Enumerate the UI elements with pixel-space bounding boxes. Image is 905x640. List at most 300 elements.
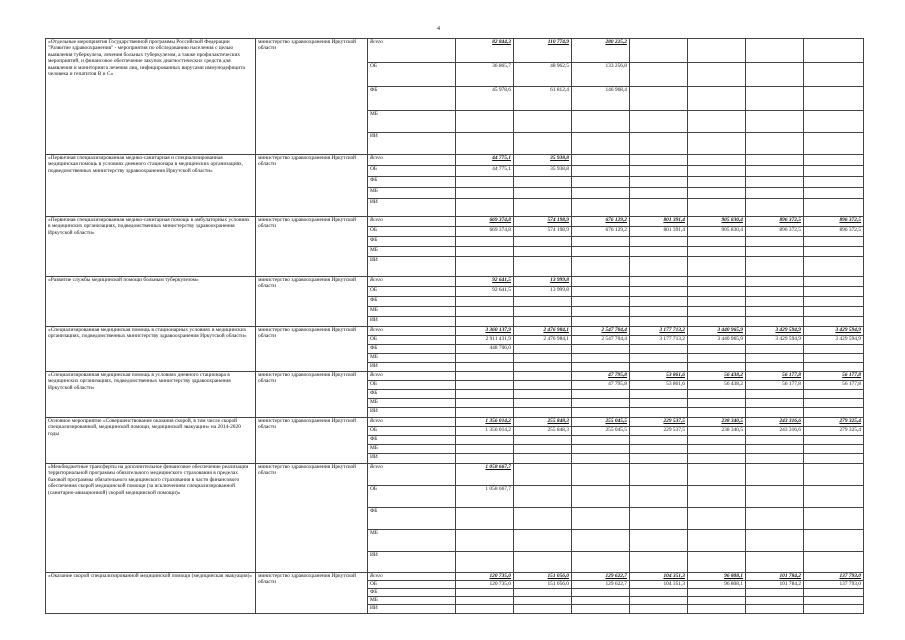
amount-cell xyxy=(688,87,746,111)
amount-cell xyxy=(688,199,746,217)
amount-cell xyxy=(688,363,746,372)
amount-cell xyxy=(630,408,688,418)
amount-cell xyxy=(630,317,688,327)
amount-cell: 1 356 014,2 xyxy=(456,427,514,436)
amount-cell xyxy=(572,552,630,573)
amount-cell xyxy=(688,390,746,399)
amount-cell xyxy=(804,408,864,418)
amount-cell xyxy=(572,287,630,297)
amount-cell xyxy=(630,111,688,133)
amount-cell xyxy=(630,530,688,552)
table-row xyxy=(46,573,864,581)
amount-cell: 896 372,5 xyxy=(804,227,864,237)
amount-cell: 1 058 667,7 xyxy=(456,464,514,486)
amount-cell xyxy=(630,464,688,486)
amount-cell xyxy=(804,307,864,317)
amount-cell xyxy=(804,63,864,87)
amount-cell xyxy=(746,317,804,327)
amount-cell xyxy=(746,390,804,399)
amount-cell xyxy=(630,237,688,247)
responsible-executor: министерство здравоохранения Иркутской области xyxy=(256,372,368,418)
amount-cell xyxy=(746,111,804,133)
funding-source: Всего xyxy=(368,418,456,427)
amount-cell xyxy=(456,445,514,454)
budget-table xyxy=(45,38,864,614)
amount-cell: 120 735,0 xyxy=(456,573,514,581)
funding-source: ИИ xyxy=(368,454,456,464)
amount-cell xyxy=(456,237,514,247)
amount-cell xyxy=(514,390,572,399)
amount-cell xyxy=(572,177,630,188)
amount-cell xyxy=(456,589,514,597)
amount-cell xyxy=(630,177,688,188)
amount-cell: 104 351,3 xyxy=(630,573,688,581)
amount-cell: 151 056,0 xyxy=(514,581,572,589)
amount-cell: 2 911 431,9 xyxy=(456,336,514,345)
amount-cell: 101 784,2 xyxy=(746,573,804,581)
amount-cell xyxy=(456,247,514,257)
amount-cell: 146 968,4 xyxy=(572,87,630,111)
table-body xyxy=(46,39,864,614)
table-row xyxy=(46,464,864,486)
amount-cell: 255 848,3 xyxy=(514,418,572,427)
amount-cell xyxy=(456,508,514,530)
amount-cell xyxy=(688,133,746,155)
amount-cell xyxy=(456,408,514,418)
amount-cell xyxy=(804,464,864,486)
amount-cell xyxy=(630,605,688,614)
amount-cell xyxy=(630,508,688,530)
amount-cell xyxy=(514,589,572,597)
funding-source: ОБ xyxy=(368,287,456,297)
activity-name: «Межбюджетные трансферты на дополнительное финансовое обеспечение реализации территориальной программы обязательного медицинского страхования в пределах базовой программы обязательного медицинского страхования в части финансового обеспечения скорой медицинской помощи (за исключением специализированной (санитарно-авиационной) скорой медицинской помощи)» xyxy=(46,464,256,573)
amount-cell xyxy=(630,277,688,287)
amount-cell xyxy=(572,277,630,287)
amount-cell: 238 340,5 xyxy=(688,427,746,436)
amount-cell xyxy=(514,297,572,307)
table-row xyxy=(46,327,864,336)
table-row xyxy=(46,277,864,287)
amount-cell xyxy=(804,237,864,247)
funding-source: Всего xyxy=(368,277,456,287)
amount-cell xyxy=(630,87,688,111)
amount-cell xyxy=(746,589,804,597)
amount-cell: 56 177,8 xyxy=(746,372,804,381)
funding-source: МБ xyxy=(368,307,456,317)
amount-cell xyxy=(746,237,804,247)
amount-cell xyxy=(688,39,746,63)
table-row xyxy=(46,418,864,427)
amount-cell xyxy=(746,486,804,508)
funding-source: ФБ xyxy=(368,87,456,111)
page-number: 4 xyxy=(437,26,440,32)
amount-cell xyxy=(456,381,514,390)
amount-cell xyxy=(572,237,630,247)
amount-cell: 151 056,0 xyxy=(514,573,572,581)
amount-cell xyxy=(804,363,864,372)
funding-source: МБ xyxy=(368,354,456,363)
amount-cell xyxy=(630,166,688,177)
amount-cell xyxy=(804,166,864,177)
amount-cell: 133 256,8 xyxy=(572,63,630,87)
amount-cell: 61 812,4 xyxy=(514,87,572,111)
amount-cell: 243 316,6 xyxy=(746,427,804,436)
amount-cell xyxy=(514,188,572,199)
amount-cell xyxy=(804,277,864,287)
amount-cell xyxy=(514,605,572,614)
amount-cell xyxy=(688,445,746,454)
funding-source: МБ xyxy=(368,445,456,454)
amount-cell xyxy=(688,237,746,247)
amount-cell xyxy=(630,199,688,217)
amount-cell xyxy=(746,307,804,317)
amount-cell xyxy=(746,133,804,155)
amount-cell xyxy=(688,247,746,257)
amount-cell xyxy=(688,408,746,418)
amount-cell xyxy=(746,436,804,445)
funding-source: ОБ xyxy=(368,427,456,436)
amount-cell: 2 476 984,1 xyxy=(514,336,572,345)
funding-source: ИИ xyxy=(368,363,456,372)
amount-cell xyxy=(572,390,630,399)
amount-cell: 96 808,1 xyxy=(688,573,746,581)
amount-cell xyxy=(688,436,746,445)
amount-cell xyxy=(514,247,572,257)
amount-cell xyxy=(514,381,572,390)
amount-cell xyxy=(804,111,864,133)
amount-cell xyxy=(456,597,514,605)
amount-cell: 56 177,8 xyxy=(804,381,864,390)
amount-cell: 44 775,1 xyxy=(456,166,514,177)
amount-cell: 36 865,7 xyxy=(456,63,514,87)
amount-cell: 3 440 965,9 xyxy=(688,327,746,336)
amount-cell xyxy=(572,199,630,217)
amount-cell xyxy=(630,133,688,155)
amount-cell xyxy=(456,188,514,199)
funding-source: Всего xyxy=(368,327,456,336)
amount-cell xyxy=(688,597,746,605)
amount-cell xyxy=(688,464,746,486)
amount-cell xyxy=(746,345,804,354)
amount-cell: 676 129,2 xyxy=(572,227,630,237)
amount-cell: 574 198,9 xyxy=(514,217,572,227)
amount-cell xyxy=(630,354,688,363)
amount-cell xyxy=(688,277,746,287)
funding-source: ИИ xyxy=(368,317,456,327)
amount-cell xyxy=(746,408,804,418)
amount-cell xyxy=(514,257,572,277)
amount-cell xyxy=(630,39,688,63)
amount-cell xyxy=(572,530,630,552)
table-row xyxy=(46,39,864,63)
amount-cell xyxy=(456,111,514,133)
amount-cell xyxy=(572,445,630,454)
amount-cell: 243 316,6 xyxy=(746,418,804,427)
funding-source: Всего xyxy=(368,464,456,486)
activity-name: «Первичная специализированная медико-санитарная помощь в амбулаторных условиях в медицинских организациях, подведомственных министерству здравоохранения Иркутской области» xyxy=(46,217,256,277)
amount-cell: 801 391,4 xyxy=(630,217,688,227)
funding-source: МБ xyxy=(368,247,456,257)
amount-cell xyxy=(572,454,630,464)
amount-cell xyxy=(630,454,688,464)
amount-cell xyxy=(746,363,804,372)
amount-cell xyxy=(572,247,630,257)
amount-cell xyxy=(572,399,630,408)
amount-cell xyxy=(456,354,514,363)
amount-cell xyxy=(514,345,572,354)
amount-cell xyxy=(804,436,864,445)
amount-cell: 35 938,8 xyxy=(514,155,572,166)
amount-cell xyxy=(514,111,572,133)
amount-cell xyxy=(630,287,688,297)
amount-cell xyxy=(514,372,572,381)
amount-cell xyxy=(456,257,514,277)
amount-cell xyxy=(456,317,514,327)
amount-cell xyxy=(746,166,804,177)
funding-source: ИИ xyxy=(368,552,456,573)
amount-cell: 101 784,2 xyxy=(746,581,804,589)
funding-source: ФБ xyxy=(368,345,456,354)
amount-cell: 45 978,6 xyxy=(456,87,514,111)
amount-cell: 255 045,5 xyxy=(572,418,630,427)
amount-cell xyxy=(746,247,804,257)
amount-cell xyxy=(572,111,630,133)
amount-cell xyxy=(456,177,514,188)
amount-cell: 896 372,5 xyxy=(804,217,864,227)
amount-cell xyxy=(456,436,514,445)
amount-cell xyxy=(804,199,864,217)
funding-source: ИИ xyxy=(368,257,456,277)
amount-cell: 110 774,9 xyxy=(514,39,572,63)
amount-cell: 48 962,5 xyxy=(514,63,572,87)
amount-cell xyxy=(746,63,804,87)
amount-cell xyxy=(688,589,746,597)
amount-cell xyxy=(688,155,746,166)
amount-cell: 801 391,4 xyxy=(630,227,688,237)
amount-cell xyxy=(456,372,514,381)
amount-cell: 669 374,8 xyxy=(456,217,514,227)
funding-source: МБ xyxy=(368,111,456,133)
amount-cell: 3 177 713,2 xyxy=(630,336,688,345)
funding-source: МБ xyxy=(368,399,456,408)
amount-cell xyxy=(572,307,630,317)
amount-cell xyxy=(746,354,804,363)
funding-source: ФБ xyxy=(368,508,456,530)
amount-cell xyxy=(456,530,514,552)
amount-cell xyxy=(804,87,864,111)
amount-cell: 47 795,8 xyxy=(572,372,630,381)
amount-cell xyxy=(804,390,864,399)
amount-cell xyxy=(804,155,864,166)
funding-source: ОБ xyxy=(368,381,456,390)
amount-cell xyxy=(572,589,630,597)
amount-cell xyxy=(630,297,688,307)
funding-source: Всего xyxy=(368,372,456,381)
amount-cell xyxy=(572,317,630,327)
amount-cell xyxy=(688,530,746,552)
amount-cell xyxy=(514,408,572,418)
amount-cell xyxy=(630,486,688,508)
amount-cell xyxy=(514,307,572,317)
activity-name: «Специализированная медицинская помощь в условиях дневного стационара в медицинских организациях, подведомственных министерству здравоохранения Иркутской области» xyxy=(46,372,256,418)
amount-cell xyxy=(804,552,864,573)
responsible-executor: министерство здравоохранения Иркутской области xyxy=(256,217,368,277)
amount-cell: 229 537,5 xyxy=(630,418,688,427)
amount-cell: 53 861,6 xyxy=(630,381,688,390)
amount-cell xyxy=(688,188,746,199)
amount-cell xyxy=(572,166,630,177)
amount-cell: 92 641,5 xyxy=(456,277,514,287)
amount-cell xyxy=(746,399,804,408)
amount-cell xyxy=(804,345,864,354)
amount-cell: 3 429 594,9 xyxy=(804,336,864,345)
amount-cell xyxy=(688,166,746,177)
amount-cell: 137 793,0 xyxy=(804,581,864,589)
amount-cell: 229 537,5 xyxy=(630,427,688,436)
amount-cell: 13 999,8 xyxy=(514,277,572,287)
amount-cell xyxy=(572,436,630,445)
amount-cell xyxy=(804,133,864,155)
amount-cell xyxy=(804,177,864,188)
amount-cell: 280 225,2 xyxy=(572,39,630,63)
amount-cell xyxy=(804,486,864,508)
amount-cell xyxy=(804,188,864,199)
amount-cell xyxy=(456,605,514,614)
funding-source: Всего xyxy=(368,155,456,166)
amount-cell xyxy=(746,445,804,454)
amount-cell xyxy=(688,345,746,354)
amount-cell xyxy=(746,155,804,166)
amount-cell xyxy=(514,552,572,573)
amount-cell xyxy=(456,199,514,217)
amount-cell xyxy=(572,464,630,486)
activity-name: «Отдельные мероприятия Государственной программы Российской Федерации "Развитие здравоохранения" - мероприятия по обследованию населения с целью выявления туберкулеза, лечения больных туберкулезом, а также профилактических мероприятий, и финансовое обеспечение закупок диагностических средств для выявления и мониторинга лечения лиц, инфицированных вирусами иммунодефицита человека и гепатитов В и С» xyxy=(46,39,256,155)
amount-cell: 3 440 965,9 xyxy=(688,336,746,345)
funding-source: ОБ xyxy=(368,63,456,87)
amount-cell xyxy=(456,552,514,573)
amount-cell: 2 547 704,4 xyxy=(572,327,630,336)
funding-source: ОБ xyxy=(368,581,456,589)
amount-cell: 238 340,5 xyxy=(688,418,746,427)
amount-cell xyxy=(572,257,630,277)
amount-cell xyxy=(804,597,864,605)
amount-cell xyxy=(630,589,688,597)
funding-source: ОБ xyxy=(368,336,456,345)
amount-cell xyxy=(746,257,804,277)
responsible-executor: министерство здравоохранения Иркутской области xyxy=(256,327,368,372)
amount-cell xyxy=(804,317,864,327)
funding-source: Всего xyxy=(368,573,456,581)
amount-cell xyxy=(630,552,688,573)
amount-cell xyxy=(804,530,864,552)
amount-cell xyxy=(572,155,630,166)
amount-cell xyxy=(688,508,746,530)
funding-source: ФБ xyxy=(368,589,456,597)
amount-cell xyxy=(688,399,746,408)
amount-cell xyxy=(630,307,688,317)
amount-cell: 574 198,9 xyxy=(514,227,572,237)
amount-cell xyxy=(456,133,514,155)
amount-cell: 279 325,4 xyxy=(804,427,864,436)
funding-source: МБ xyxy=(368,188,456,199)
amount-cell xyxy=(746,177,804,188)
amount-cell xyxy=(746,508,804,530)
amount-cell xyxy=(688,552,746,573)
funding-source: ИИ xyxy=(368,408,456,418)
amount-cell: 2 547 704,4 xyxy=(572,336,630,345)
amount-cell xyxy=(804,399,864,408)
amount-cell xyxy=(630,399,688,408)
amount-cell xyxy=(572,486,630,508)
amount-cell: 3 177 713,2 xyxy=(630,327,688,336)
amount-cell xyxy=(630,188,688,199)
amount-cell xyxy=(630,247,688,257)
amount-cell xyxy=(746,199,804,217)
amount-cell xyxy=(746,277,804,287)
amount-cell xyxy=(746,39,804,63)
amount-cell xyxy=(746,188,804,199)
amount-cell xyxy=(688,297,746,307)
amount-cell xyxy=(456,454,514,464)
amount-cell xyxy=(746,464,804,486)
table-row xyxy=(46,372,864,381)
amount-cell xyxy=(456,297,514,307)
amount-cell: 3 429 594,9 xyxy=(804,327,864,336)
amount-cell xyxy=(630,363,688,372)
activity-name: «Специализированная медицинская помощь в стационарных условиях в медицинских организациях, подведомственных министерству здравоохранения Иркутской области» xyxy=(46,327,256,372)
funding-source: ФБ xyxy=(368,297,456,307)
funding-source: МБ xyxy=(368,530,456,552)
amount-cell: 56 177,8 xyxy=(746,381,804,390)
amount-cell xyxy=(688,287,746,297)
amount-cell xyxy=(514,530,572,552)
amount-cell xyxy=(514,436,572,445)
table-row xyxy=(46,155,864,166)
amount-cell xyxy=(630,63,688,87)
amount-cell xyxy=(514,199,572,217)
amount-cell xyxy=(804,605,864,614)
funding-source: ОБ xyxy=(368,227,456,237)
funding-source: ИИ xyxy=(368,605,456,614)
amount-cell xyxy=(688,317,746,327)
amount-cell: 129 622,7 xyxy=(572,573,630,581)
activity-name: Основное мероприятие «Совершенствование оказания скорой, в том числе скорой специализированной, медицинской помощи, медицинской эвакуации» на 2014-2020 годы xyxy=(46,418,256,464)
amount-cell xyxy=(514,464,572,486)
amount-cell xyxy=(746,454,804,464)
amount-cell xyxy=(630,390,688,399)
amount-cell xyxy=(746,297,804,307)
responsible-executor: министерство здравоохранения Иркутской области xyxy=(256,418,368,464)
amount-cell: 56 438,2 xyxy=(688,372,746,381)
amount-cell xyxy=(514,399,572,408)
funding-source: Всего xyxy=(368,217,456,227)
amount-cell: 129 622,7 xyxy=(572,581,630,589)
amount-cell xyxy=(630,436,688,445)
amount-cell: 82 844,3 xyxy=(456,39,514,63)
amount-cell xyxy=(804,454,864,464)
amount-cell xyxy=(804,257,864,277)
funding-source: МБ xyxy=(368,597,456,605)
funding-source: Всего xyxy=(368,39,456,63)
responsible-executor: министерство здравоохранения Иркутской области xyxy=(256,155,368,217)
amount-cell: 53 861,6 xyxy=(630,372,688,381)
amount-cell xyxy=(746,605,804,614)
activity-name: «Оказание скорой специализированной медицинской помощи (медицинская эвакуация)» xyxy=(46,573,256,614)
funding-source: ФБ xyxy=(368,177,456,188)
amount-cell: 905 830,4 xyxy=(688,227,746,237)
amount-cell xyxy=(688,111,746,133)
amount-cell xyxy=(804,445,864,454)
